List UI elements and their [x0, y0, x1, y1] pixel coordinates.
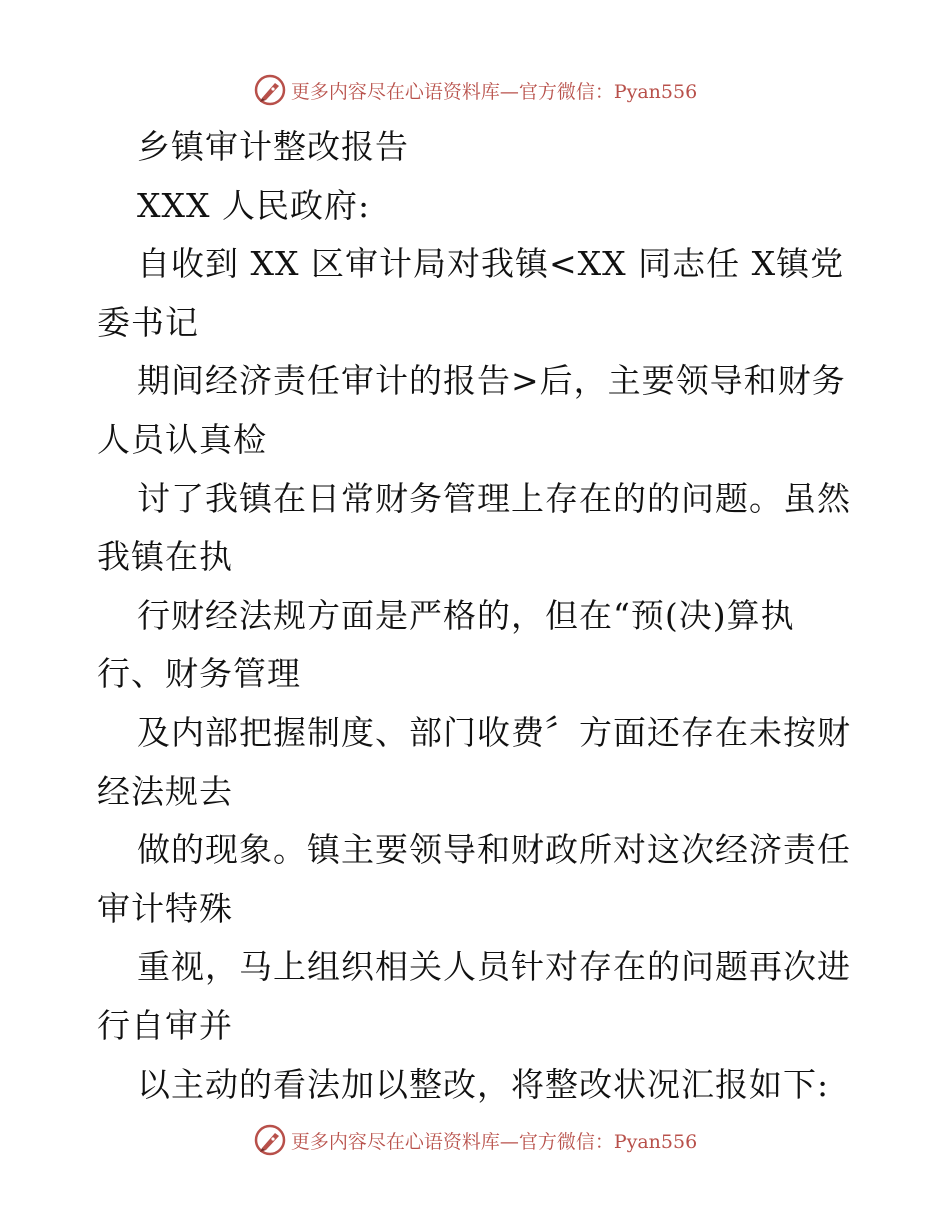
text-line: 讨了我镇在日常财务管理上存在的的问题。虽然 [137, 478, 851, 518]
footer-banner [0, 1120, 950, 1160]
text-line: 行、财务管理 [97, 654, 301, 694]
text-line: 行财经法规方面是严格的，但在“预(决)算执 [137, 595, 795, 635]
text-line: 自收到 XX 区审计局对我镇<XX 同志任 X镇党 [137, 244, 845, 284]
text-line: 经法规去 [97, 771, 233, 811]
text-line: 以主动的看法加以整改，将整改状况汇报如下: [137, 1064, 830, 1104]
text-line: 委书记 [97, 302, 199, 342]
header-banner-text: 更多内容尽在心语资料库—官方微信：Pyan556 [290, 80, 698, 103]
text-line: 乡镇审计整改报告 [137, 127, 409, 166]
text-line: 审计特殊 [97, 888, 233, 928]
pen-logo-icon [253, 1123, 287, 1157]
text-line: 做的现象。镇主要领导和财政所对这次经济责任 [137, 830, 851, 870]
text-line: 期间经济责任审计的报告>后，主要领导和财务 [137, 361, 846, 401]
footer-banner-text: 更多内容尽在心语资料库—官方微信：Pyan556 [290, 1130, 698, 1153]
document-body [97, 118, 857, 1114]
text-line: 我镇在执 [97, 537, 233, 577]
text-line: 及内部把握制度、部门收费〞方面还存在未按财 [137, 712, 851, 752]
text-line: 行自审并 [97, 1005, 233, 1045]
header-banner [0, 70, 950, 110]
text-line: XXX 人民政府: [137, 185, 371, 225]
pen-logo-icon [253, 73, 287, 107]
text-line: 人员认真检 [97, 419, 267, 459]
text-line: 重视，马上组织相关人员针对存在的问题再次进 [137, 947, 851, 987]
